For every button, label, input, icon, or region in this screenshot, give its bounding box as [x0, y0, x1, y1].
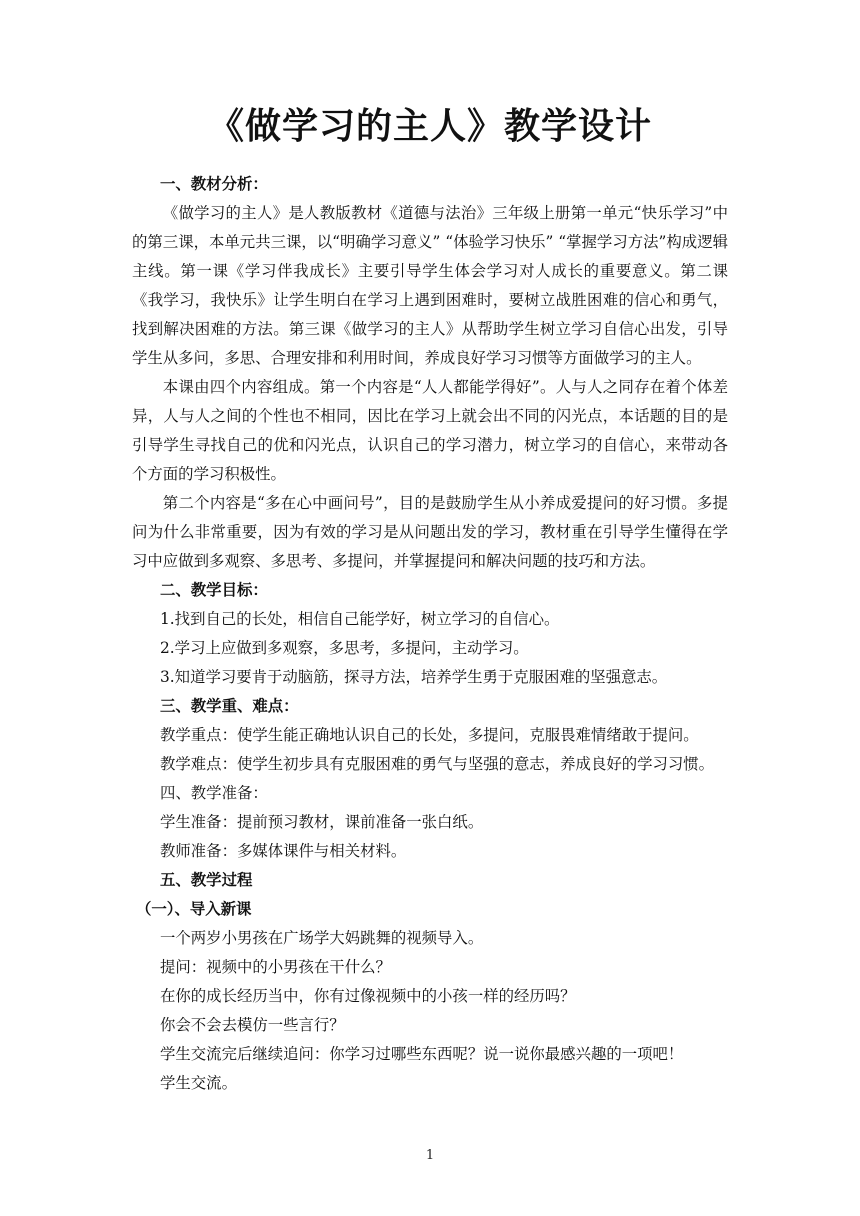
section-heading-analysis: 一、教材分析： — [160, 175, 268, 193]
process-line: 学生交流。 — [160, 1074, 237, 1092]
key-point-text: 教学重点：使学生能正确地认识自己的长处，多提问，克服畏难情绪敢于提问。 — [160, 726, 699, 744]
process-line: 一个两岁小男孩在广场学大妈跳舞的视频导入。 — [160, 929, 484, 947]
document-title: 《做学习的主人》教学设计 — [207, 105, 652, 147]
process-line: 提问：视频中的小男孩在干什么？ — [160, 958, 391, 976]
process-line: 在你的成长经历当中，你有过像视频中的小孩一样的经历吗？ — [160, 987, 576, 1005]
subsection-heading-intro: （一）、导入新课 — [136, 900, 252, 918]
process-line: 你会不会去模仿一些言行？ — [160, 1016, 345, 1034]
section-heading-preparation: 四、教学准备： — [160, 784, 268, 802]
analysis-paragraph-1: 《做学习的主人》是人教版教材《道德与法治》三年级上册第一单元“快乐学习”中的第三课，本单元共三课，以“明确学习意义” “体验学习快乐” “掌握学习方法”构成逻辑主线。第一课《学习伴我成长》主要引导学生体会学习对人成长的重要意义。第二课《我学习，我快乐》让学生明白在学习上遇到困难时，要树立战胜困难的信心和勇气，找到解决困难的方法。第三课《做学习的主人》从帮助学生树立学习自信心出发，引导学生从多问，多思、合理安排和利用时间，养成良好学习习惯等方面做学习的主人。 — [132, 204, 728, 367]
page-number: 1 — [425, 1148, 435, 1163]
difficulty-text: 教学难点：使学生初步具有克服困难的勇气与坚强的意志，养成良好的学习习惯。 — [160, 755, 715, 773]
process-line: 学生交流完后继续追问：你学习过哪些东西呢？说一说你最感兴趣的一项吧！ — [160, 1045, 684, 1063]
document-body — [132, 170, 728, 1098]
objective-item: 3.知道学习要肯于动脑筋，探寻方法，培养学生勇于克服困难的坚强意志。 — [160, 668, 668, 686]
analysis-paragraph-2: 本课由四个内容组成。第一个内容是“人人都能学得好”。人与人之同存在着个体差异，人与人之间的个性也不相同，因比在学习上就会出不同的闪光点，本话题的目的是引导学生寻找自己的优和闪光点，认识自己的学习潜力，树立学习的自信心，来带动各个方面的学习积极性。 — [132, 378, 728, 483]
section-heading-objectives: 二、教学目标： — [160, 581, 268, 599]
objective-item: 1.找到自己的长处，相信自己能学好，树立学习的自信心。 — [160, 610, 560, 628]
student-preparation: 学生准备：提前预习教材，课前准备一张白纸。 — [160, 813, 484, 831]
analysis-paragraph-3: 第二个内容是“多在心中画问号”，目的是鼓励学生从小养成爱提问的好习惯。多提问为什么非常重要，因为有效的学习是从问题出发的学习，教材重在引导学生懂得在学习中应做到多观察、多思考、多提问，并掌握提问和解决问题的技巧和方法。 — [132, 494, 728, 570]
teacher-preparation: 教师准备：多媒体课件与相关材料。 — [160, 842, 407, 860]
section-heading-process: 五、教学过程 — [160, 871, 253, 889]
section-heading-key-points: 三、教学重、难点： — [160, 697, 299, 715]
objective-item: 2.学习上应做到多观察，多思考，多提问，主动学习。 — [160, 639, 529, 657]
